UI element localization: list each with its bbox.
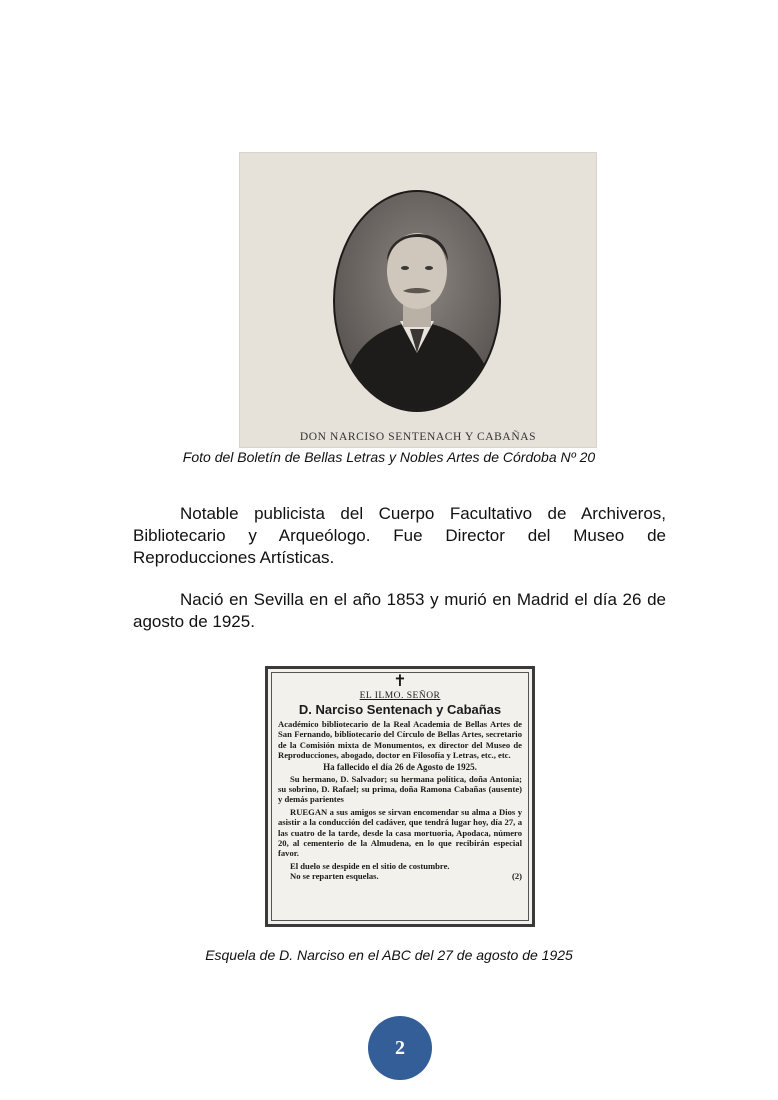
- paragraph-life-dates: Nació en Sevilla en el año 1853 y murió en Madrid el día 26 de agosto de 1925.: [133, 590, 666, 631]
- obituary-ref: (2): [511, 871, 522, 882]
- photo-caption: Foto del Boletín de Bellas Letras y Nobles Artes de Córdoba Nº 20: [182, 449, 596, 465]
- photo-name-label: DON NARCISO SENTENACH Y CABAÑAS: [299, 431, 537, 443]
- obituary-name: D. Narciso Sentenach y Cabañas: [298, 702, 502, 717]
- obituary-death-date: Ha fallecido el día 26 de Agosto de 1925.: [323, 761, 477, 772]
- obituary-family: Su hermano, D. Salvador; su hermana política, doña Antonia; su sobrino, D. Rafael; su prima, doña Ramona Cabañas (ausente) y demás parientes: [278, 773, 522, 805]
- cross-icon: ✝: [393, 673, 407, 690]
- page-number: 2: [395, 1036, 405, 1059]
- paragraph-career: Notable publicista del Cuerpo Facultativo de Archiveros, Bibliotecario y Arqueólogo. Fue Director del Museo de Reproducciones Artísticas.: [133, 504, 666, 567]
- obituary-footer: [278, 871, 522, 881]
- portrait-photo: [239, 152, 597, 448]
- obituary-request: RUEGAN a sus amigos se sirvan encomendar su alma a Dios y asistir a la conducción del cadáver, que tendrá lugar hoy, día 27, a las cuatro de la tarde, desde la casa mortuoria, Apodaca, número 20, al cementerio de la Almudena, en lo que recibirán especial favor.: [278, 806, 522, 859]
- obituary-header: EL ILMO. SEÑOR: [359, 691, 441, 701]
- obituary-titles: Académico bibliotecario de la Real Academia de Bellas Artes de San Fernando, bibliotecario del Círculo de Bellas Artes, secretario de la Comisión mixta de Monumentos, ex director del Museo de Reproducciones, abogado, doctor en Filosofía y Letras, etc., etc.: [278, 719, 522, 761]
- page-number-badge: [368, 1016, 432, 1080]
- obituary-clipping: [265, 666, 535, 927]
- clipping-caption: Esquela de D. Narciso en el ABC del 27 de agosto de 1925: [205, 947, 573, 963]
- portrait-image: [240, 153, 596, 447]
- obituary-duel: El duelo se despide en el sitio de costumbre.: [290, 860, 450, 871]
- obituary-no-notes: No se reparten esquelas.: [290, 871, 379, 882]
